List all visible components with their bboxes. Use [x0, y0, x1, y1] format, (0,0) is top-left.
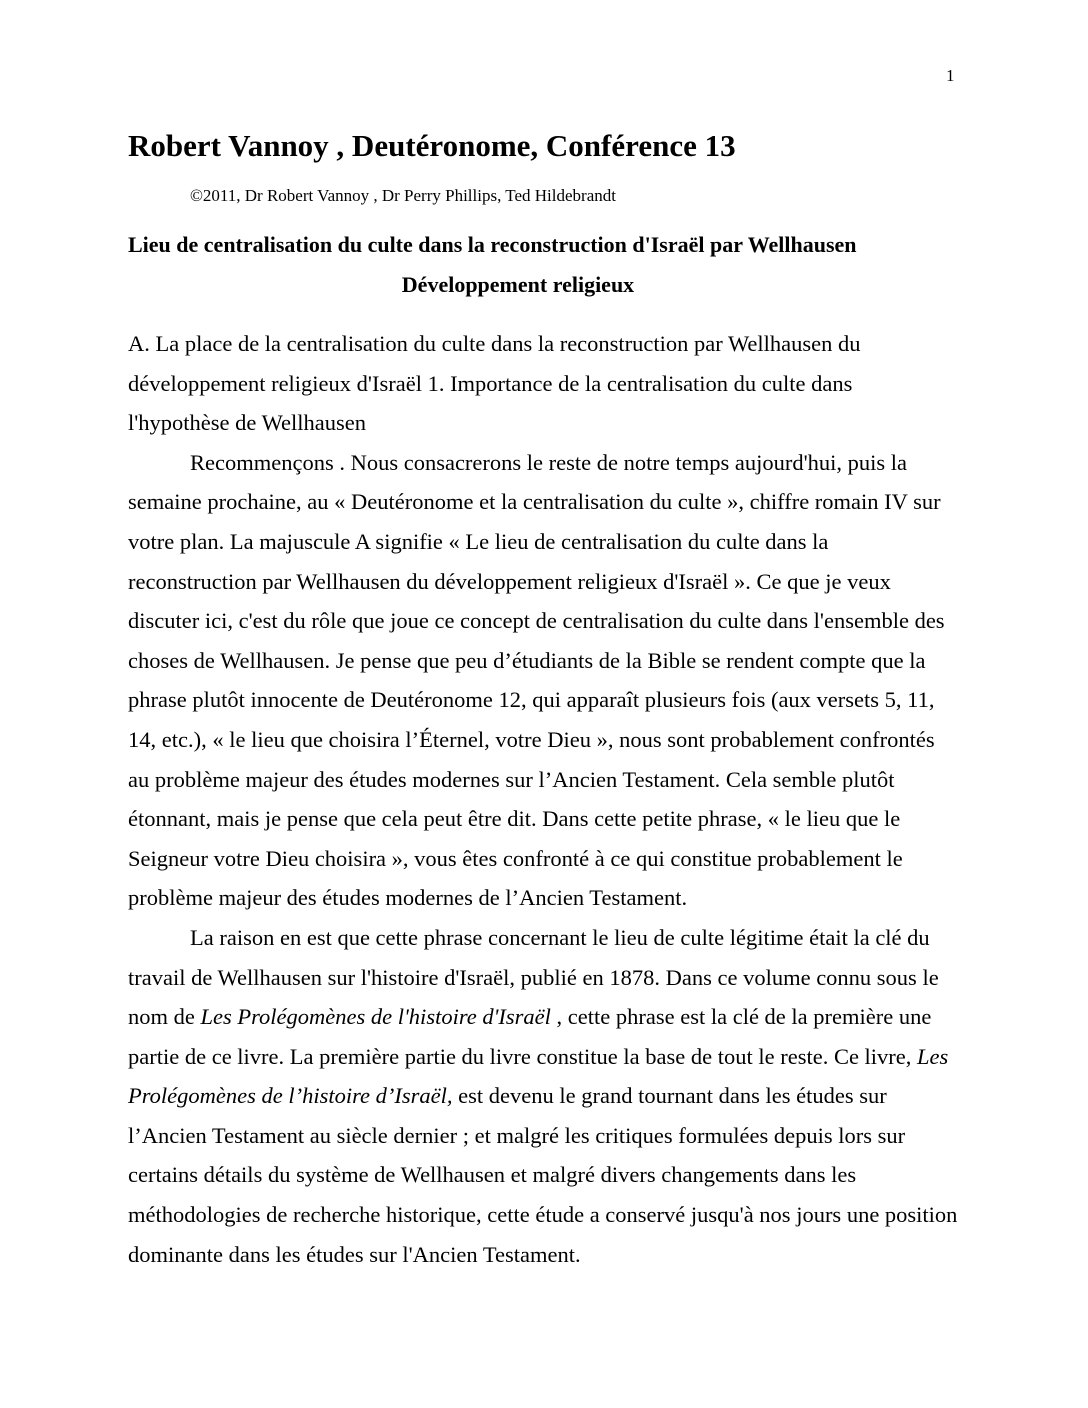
- page-number: 1: [946, 66, 955, 85]
- body-text: [128, 324, 958, 1274]
- document-title: Robert Vannoy , Deutéronome, Conférence 13: [128, 128, 736, 163]
- section-heading: A. La place de la centralisation du culte dans la reconstruction par Wellhausen du développement religieux d'Israël 1. Importance de la centralisation du culte dans l'hypothèse de Wellhausen: [128, 331, 861, 436]
- paragraph-1: Recommençons . Nous consacrerons le reste de notre temps aujourd'hui, puis la semaine prochaine, au « Deutéronome et la centralisation du culte », chiffre romain IV sur votre plan. La majuscule A signifie « Le lieu de centralisation du culte dans la reconstruction par Wellhausen du développement religieux d'Israël ». Ce que je veux discuter ici, c'est du rôle que joue ce concept de centralisation du culte dans l'ensemble des choses de Wellhausen. Je pense que peu d’étudiants de la Bible se rendent compte que la phrase plutôt innocente de Deutéronome 12, qui apparaît plusieurs fois (aux versets 5, 11, 14, etc.), « le lieu que choisira l’Éternel, votre Dieu », nous sont probablement confrontés au problème majeur des études modernes sur l’Ancien Testament. Cela semble plutôt étonnant, mais je pense que cela peut être dit. Dans cette petite phrase, « le lieu que le Seigneur votre Dieu choisira », vous êtes confronté à ce qui constitue probablement le problème majeur des études modernes de l’Ancien Testament.: [128, 449, 945, 911]
- paragraph-2-part-3: est devenu le grand tournant dans les études sur l’Ancien Testament au siècle dernier ; et malgré les critiques formulées depuis lors sur certains détails du système de Wellhausen et malgré divers changements dans les méthodologies de recherche historique, cette étude a conservé jusqu'à nos jours une position dominante dans les études sur l'Ancien Testament.: [128, 1083, 958, 1267]
- book-title-italic-2: Les Prolégomènes de l’histoire d’Israël,: [128, 1043, 949, 1109]
- copyright-line: ©2011, Dr Robert Vannoy , Dr Perry Phillips, Ted Hildebrandt: [190, 186, 616, 205]
- subtitle-line-2: Développement religieux: [401, 272, 635, 297]
- subtitle-line-1: Lieu de centralisation du culte dans la reconstruction d'Israël par Wellhausen: [128, 232, 857, 257]
- paragraph-2-part-1: La raison en est que cette phrase concernant le lieu de culte légitime était la clé du travail de Wellhausen sur l'histoire d'Israël, publié en 1878. Dans ce volume connu sous le nom de: [128, 924, 939, 1030]
- paragraph-2-part-2: , cette phrase est la clé de la première une partie de ce livre. La première partie du livre constitue la base de tout le reste. Ce livre,: [128, 1004, 932, 1069]
- book-title-italic-1: Les Prolégomènes de l'histoire d'Israël: [200, 1004, 551, 1030]
- paragraph-2: [128, 918, 958, 1274]
